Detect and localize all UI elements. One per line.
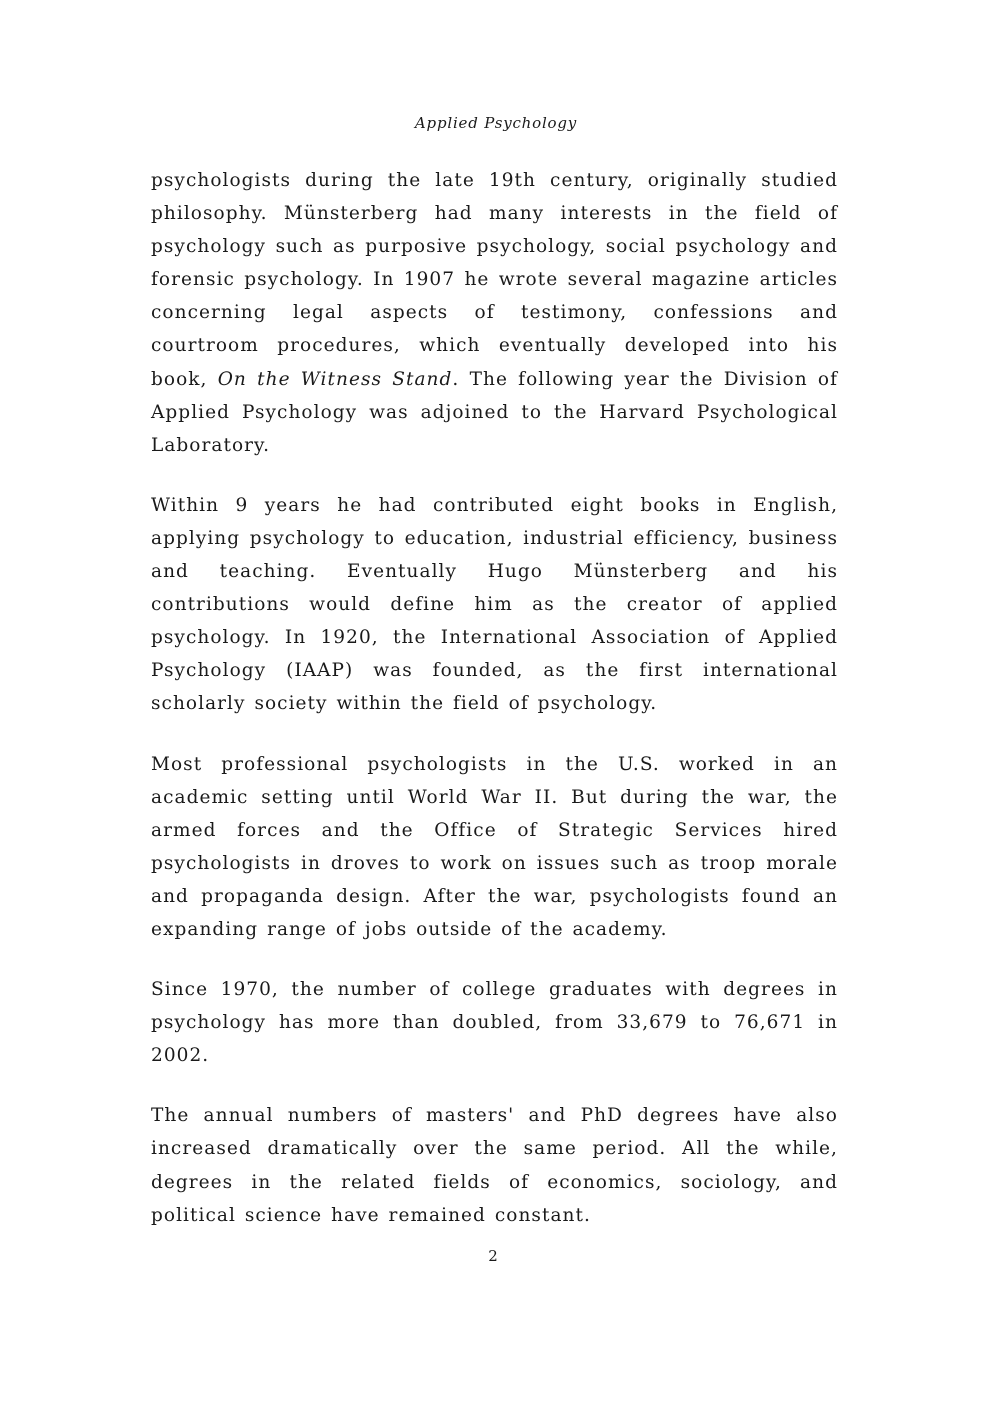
page-number: 2 bbox=[488, 1247, 498, 1265]
paragraph-3: Most professional psychologists in the U.S. worked in an academic setting until World War II. But during the war, the armed forces and the Office of Strategic Services hired psychologists in droves to work on issues such as troop morale and propaganda design. After the war, psychologists found an expanding range of jobs outside of the academy. bbox=[151, 753, 838, 940]
paragraph-5: The annual numbers of masters' and PhD degrees have also increased dramatically over the same period. All the while, degrees in the related fields of economics, sociology, and political science have remained constant. bbox=[151, 1105, 838, 1226]
paragraph-1 bbox=[151, 164, 838, 462]
book-title: On the Witness Stand bbox=[217, 368, 453, 390]
paragraph-4: Since 1970, the number of college graduates with degrees in psychology has more than doubled, from 33,679 to 76,671 in 2002. bbox=[151, 979, 838, 1067]
body-text bbox=[151, 164, 838, 1259]
paragraph-1-text-start: psychologists during the late 19th century, originally studied philosophy. Münsterberg had many interests in the field of psychology such as purposive psychology, social psychology and forensic psychology. In 1907 he wrote several magazine articles concerning legal aspects of testimony, confessions and courtroom procedures, which eventually developed into his book, bbox=[151, 170, 838, 390]
running-header-title: Applied Psychology bbox=[414, 114, 578, 132]
paragraph-2: Within 9 years he had contributed eight books in English, applying psychology to education, industrial efficiency, business and teaching. Eventually Hugo Münsterberg and his contributions would define him as the creator of applied psychology. In 1920, the International Association of Applied Psychology (IAAP) was founded, as the first international scholarly society within the field of psychology. bbox=[151, 494, 838, 715]
paragraph-1-text-end: . The following year the Division of Applied Psychology was adjoined to the Harvard Psychological Laboratory. bbox=[151, 368, 838, 456]
